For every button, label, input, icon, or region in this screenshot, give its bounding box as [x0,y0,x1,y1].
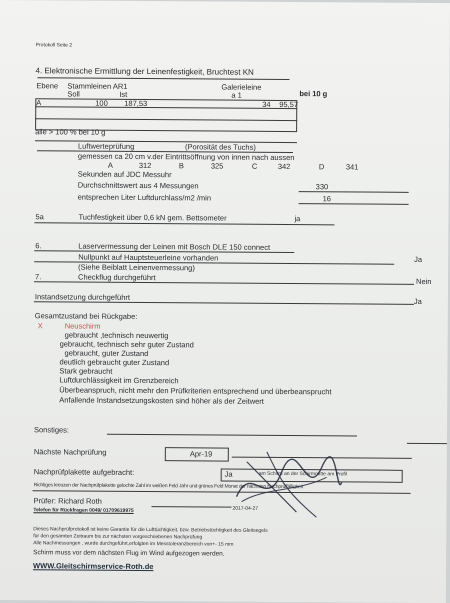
porosity-label: (Porosität des Tuchs) [184,142,256,152]
underline [407,443,447,444]
telefon: Telefon für Rückfragen 0049/ 01709619975 [33,507,134,514]
selected-mark: X [37,321,43,331]
underline [37,77,289,80]
unit-label: bei 10 g [299,89,328,99]
instandsetzung-label: Instandsetzung durchgeführt [34,292,131,302]
point-d-label: D [318,162,325,172]
instandsetzung-value: Ja [413,296,422,306]
section4-note: alle > 100 % bei 10 g [35,127,106,137]
section6-number: 6. [35,241,42,251]
next-inspection-value: Apr-19 [189,449,213,459]
col-galerieleine: Galerieleine [221,82,262,92]
point-a-value: 312 [138,160,152,171]
section5a-number: 5a [35,212,44,222]
measured-note: gemessen ca 20 cm v.der Eintrittsöffnung von innen nach aussen [77,151,295,163]
row-a-soll: 100 [95,98,108,108]
section5a-value: ja [294,214,301,224]
point-c-value: 342 [277,161,291,172]
next-inspection-label: Nächste Nachprüfung [33,447,107,457]
table-bottom-line [35,140,297,143]
section5-title: Luftwerteprüfung [77,141,135,151]
col-soll: Soll [67,89,80,99]
sonstiges-label: Sonstiges: [33,425,70,435]
col-stammleinen: Stammleinen AR1 [67,81,128,91]
condition-option: Luftdurchlässigkeit im Grenzbereich [59,375,179,386]
nullpunkt-value: Ja [414,254,423,264]
point-b-label: B [178,161,184,171]
pruefer-label: Prüfer: Richard Roth [33,496,102,506]
liters-value: 16 [322,194,331,204]
row-a-label: A [36,98,42,108]
underline [299,191,409,193]
section6-note: (Siehe Beiblatt Leinenvermessung) [78,262,195,273]
disclaimer-line: Dieses Nachprüfprotokoll ist keine Garantie für die Lufttüchtigkeit, bzw. Betriebstüchtigkeit des Gleitsegels [33,526,268,534]
device-note: Sekunden auf JDC Messuhr [77,169,172,180]
signature-graphic [226,442,347,523]
section7-text: Checkflug durchgeführt [78,272,156,283]
condition-option: Überbeanspruch, nicht mehr den Prüfkriterien entsprechend und überbeansprucht [59,385,332,397]
section7-number: 7. [35,272,42,282]
condition-option: Stark gebraucht [59,366,113,376]
point-c-label: C [251,161,258,171]
section5a-text: Tuchfestigkeit über 0,6 kN gem. Bettsometer [78,212,227,223]
condition-option: gebraucht ,technisch neuwertig [64,330,169,341]
underline [151,506,231,508]
gesamtzustand-title: Gesamtzustand bei Rückgabe: [34,311,138,321]
section4-title: 4. Elektronische Ermittlung der Leinenfestigkeit, Bruchtest KN [35,66,254,77]
condition-option: gebraucht, technisch sehr guter Zustand [59,339,194,350]
underline [34,301,414,305]
section6-title: Laservermessung der Leinen mit Bosch DLE 150 connect [78,241,271,252]
col-ist: Ist [119,89,128,99]
condition-option: Neuschirm [64,321,101,331]
condition-option: deutlich gebraucht guter Zustand [59,357,170,368]
signature-date: 2017-04-27 [232,505,259,512]
disclaimer-line: für den gesamten Zeitraum bis zur nächsten vorgeschriebenen Nachprüfung [33,533,203,541]
underline [34,222,334,225]
disclaimer-line: Schirm muss vor dem nächsten Flug im Wind aufgezogen werden. [33,549,225,558]
point-d-value: 341 [345,162,359,172]
condition-option: Anfallende Instandsetzungskosten sind höher als der Zeitwert [59,395,264,406]
disclaimer-line: Alle Nachmessungen , wurde durchgeführt,erfolgten im Messtoleranzbereich von+- 15 mm [33,540,234,548]
website-link[interactable]: WWW.Gleitschirmservice-Roth.de [33,561,154,572]
underline [299,203,409,205]
plakette-label: Nachprüfplakette aufgebracht: [33,467,135,477]
row-a-ist: 187,53 [124,98,148,109]
underline [107,434,357,437]
nullpunkt-label: Nullpunkt auf Hauptsteuerleine vorhanden [78,252,219,263]
average-value: 330 [315,182,329,192]
underline [33,490,411,494]
plakette-hint: am Schirm an der Schirmmitte am Profil [258,470,348,478]
plakette-small-note: Richtiges kreuzen der Nachprüfplakette gelochte Zahl im weißen Feld Jahr und grünes Feld Monat der nächsten Nachprüffälligkeit [33,482,303,491]
section7-value: Nein [416,276,432,287]
point-b-value: 325 [210,161,224,171]
underline [34,281,414,285]
row-a-galerie-ist: 95,57 [279,99,299,110]
point-a-label: A [107,160,113,170]
condition-option: gebraucht, guter Zustand [64,348,149,359]
col-ebene: Ebene [36,81,59,91]
liters-label: entsprechen Liter Luftdurchlass/m2 /min [77,192,212,203]
average-label: Durchschnittswert aus 4 Messungen [77,180,199,191]
row-a-galerie-soll: 34 [262,99,271,109]
page-label: Protokoll Seite 2 [35,42,73,49]
plakette-value: Ja [224,469,233,479]
col-a1: a 1 [231,90,242,100]
